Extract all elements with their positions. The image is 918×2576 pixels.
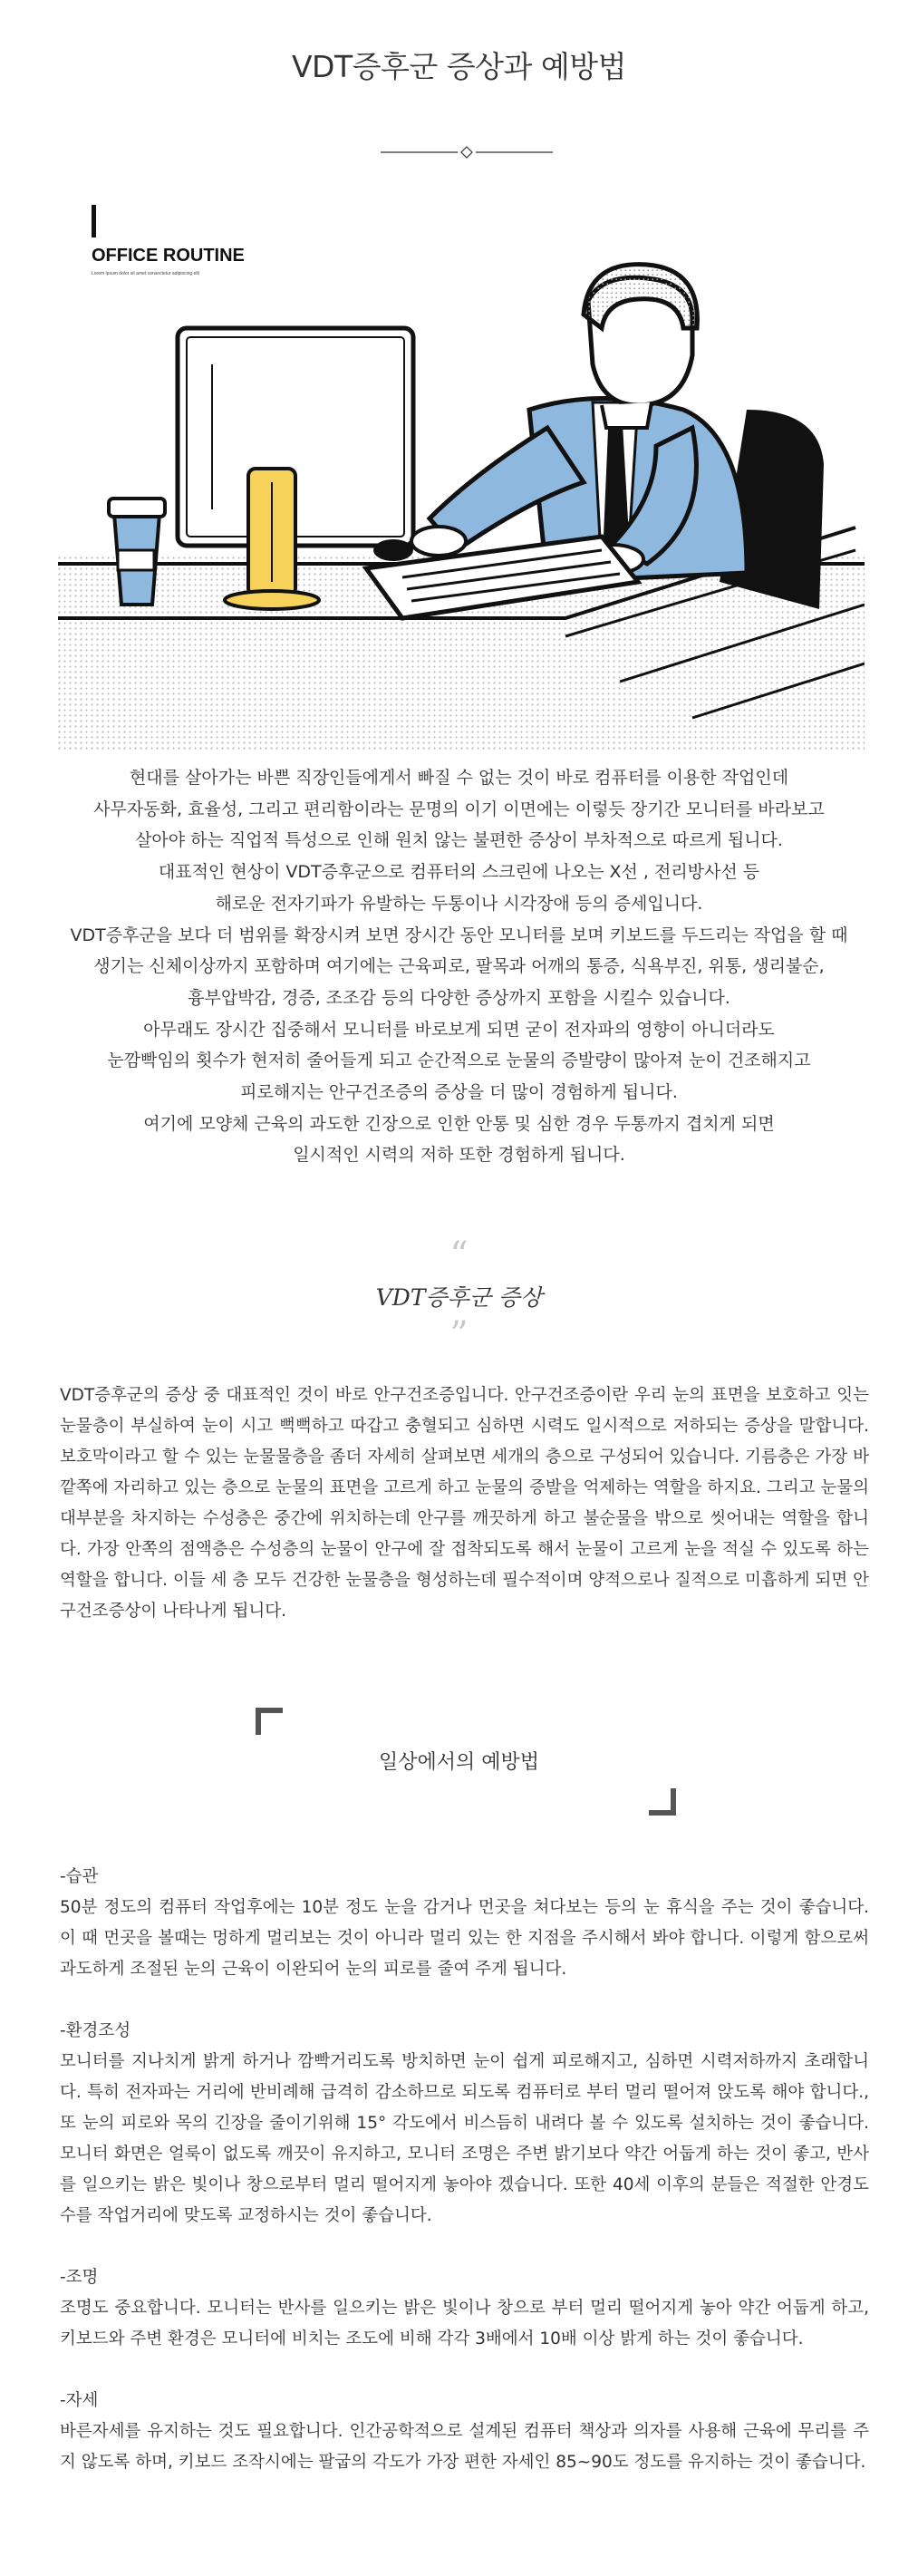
intro-line: 대표적인 현상이 VDT증후군으로 컴퓨터의 스크린에 나오는 X선 , 전리방사선 등 xyxy=(158,862,760,883)
quote-open-icon: “ xyxy=(449,1235,469,1276)
prevention-heading: -습관 xyxy=(60,1867,99,1886)
prevention-text: 조명도 중요합니다. 모니터는 반사를 일으키는 밝은 빛이나 창으로 부터 멀리 떨어지게 놓아 약간 어둡게 하고, 키보드와 주변 환경은 모니터에 비치는 조도에 비해 각각 3배에서 10배 이상 밝게 하는 것이 좋습니다. xyxy=(60,2299,869,2348)
office-illustration xyxy=(58,192,865,750)
symptoms-paragraph: VDT증후군의 증상 중 대표적인 것이 바로 안구건조증입니다. 안구건조증이란 우리 눈의 표면을 보호하고 잇는 눈물층이 부실하여 눈이 시고 뻑뻑하고 따갑고 충혈되고 심하면 시력도 일시적으로 저하되는 증상을 말합니다. 보호막이라고 할 수 있는 눈물물층을 좀더 자세히 살펴보면 세개의 층으로 구성되어 있습니다. 기름층은 가장 바깥쪽에 자리하고 있는 층으로 눈물의 표면을 고르게 하고 눈물의 증발을 억제하는 역할을 하지요. 그리고 눈물의 대부분을 차지하는 수성층은 중간에 위치하는데 안구를 깨끗하게 하고 불순물을 밖으로 씻어내는 역할을 합니다. 가장 안쪽의 점액층은 수성층의 눈물이 안구에 잘 접착되도록 해서 눈물이 고르게 눈을 적실 수 있도록 하는 역할을 합니다. 이들 세 층 모두 건강한 눈물층을 형성하는데 필수적이며 양적으로나 질적으로 미흡하게 되면 안구건조증상이 나타나게 됩니다. xyxy=(60,1386,869,1621)
symptom-section-title: VDT증후군 증상 xyxy=(375,1284,543,1311)
prevention-item-posture xyxy=(60,2386,869,2478)
intro-line: 사무자동화, 효율성, 그리고 편리함이라는 문명의 이기 이면에는 이렇듯 장기간 모니터를 바라보고 xyxy=(93,799,825,819)
intro-text xyxy=(54,762,864,1171)
page-title: VDT증후군 증상과 예방법 xyxy=(291,49,627,84)
illustration-label-title: OFFICE ROUTINE xyxy=(92,246,245,266)
symptom-quote-heading xyxy=(0,1235,918,1356)
prevention-item-habit xyxy=(60,1862,869,1985)
prevention-text: 모니터를 지나치게 밝게 하거나 깜빡거리도록 방치하면 눈이 쉽게 피로해지고, 심하면 시력저하까지 초래합니다. 특히 전자파는 거리에 반비례해 급격히 감소하므로 되도록 컴퓨터로 부터 멀리 떨어져 앉도록 해야 합니다., 또 눈의 피로와 목의 긴장을 줄이기위해 15° 각도에서 비스듬히 내려다 볼 수 있도록 설치하는 것이 좋습니다. 모니터 화면은 얼룩이 없도록 깨끗이 유지하고, 모니터 조명은 주변 밝기보다 약간 어둡게 하는 것이 좋고, 반사를 일으키는 밝은 빛이나 창으로부터 멀리 떨어지게 놓아야 겠습니다. 또한 40세 이후의 분들은 적절한 안경도수를 작업거리에 맞도록 교정하시는 것이 좋습니다. xyxy=(60,2052,869,2225)
intro-line: 살아야 하는 직업적 특성으로 인해 원치 않는 불편한 증상이 부차적으로 따르게 됩니다. xyxy=(135,830,783,851)
intro-line: 해로운 전자기파가 유발하는 두통이나 시각장애 등의 증세입니다. xyxy=(215,893,703,914)
quote-close-icon: ” xyxy=(449,1314,469,1356)
intro-line: 여기에 모양체 근육의 과도한 긴장으로 인한 안통 및 심한 경우 두통까지 겹치게 되면 xyxy=(143,1113,775,1134)
illustration-label-sub: Lorem ipsum dolor sit amet consectetur adipiscing elit xyxy=(92,271,199,276)
prevention-heading: -환경조성 xyxy=(60,2021,131,2040)
intro-line: 눈깜빡임의 횟수가 현저히 줄어들게 되고 순간적으로 눈물의 증발량이 많아져 눈이 건조해지고 xyxy=(107,1051,811,1071)
intro-line: 생기는 신체이상까지 포함하며 여기에는 근육피로, 팔목과 어깨의 통증, 식욕부진, 위통, 생리불순, xyxy=(93,956,825,977)
intro-line: 일시적인 시력의 저하 또한 경험하게 됩니다. xyxy=(293,1145,625,1166)
prevention-text: 50분 정도의 컴퓨터 작업후에는 10분 정도 눈을 감거나 먼곳을 쳐다보는 등의 눈 휴식을 주는 것이 좋습니다. 이 때 먼곳을 볼때는 멍하게 멀리보는 것이 아니라 멀리 있는 한 지점을 주시해서 봐야 합니다. 이렇게 함으로써 과도하게 조절된 눈의 근육이 이완되어 눈의 피로를 줄여 주게 됩니다. xyxy=(60,1898,869,1979)
title-divider xyxy=(381,145,553,160)
intro-line: 현대를 살아가는 바쁜 직장인들에게서 빠질 수 없는 것이 바로 컴퓨터를 이용한 작업인데 xyxy=(129,768,789,788)
bracket-bottom-right-icon xyxy=(649,1788,676,1816)
intro-line: 아무래도 장시간 집중해서 모니터를 바로보게 되면 굳이 전자파의 영향이 아니더라도 xyxy=(143,1019,775,1040)
prevention-section-title: 일상에서의 예방법 xyxy=(378,1751,539,1774)
prevention-heading: -조명 xyxy=(60,2268,99,2287)
bracket-top-left-icon xyxy=(256,1708,283,1735)
prevention-item-environment xyxy=(60,2016,869,2232)
intro-line: VDT증후군을 보다 더 범위를 확장시켜 보면 장시간 동안 모니터를 보며 키보드를 두드리는 작업을 할 때 xyxy=(70,925,848,945)
prevention-heading: -자세 xyxy=(60,2391,99,2410)
prevention-list xyxy=(60,1862,869,2509)
prevention-item-lighting xyxy=(60,2262,869,2355)
prevention-text: 바른자세를 유지하는 것도 필요합니다. 인간공학적으로 설계된 컴퓨터 책상과 의자를 사용해 근육에 무리를 주지 않도록 하며, 키보드 조작시에는 팔굽의 각도가 가장 편한 자세인 85~90도 정도를 유지하는 것이 좋습니다. xyxy=(60,2422,869,2472)
intro-line: 피로해지는 안구건조증의 증상을 더 많이 경험하게 됩니다. xyxy=(240,1082,678,1103)
intro-line: 흉부압박감, 경증, 조조감 등의 다양한 증상까지 포함을 시킬수 있습니다. xyxy=(188,987,730,1008)
